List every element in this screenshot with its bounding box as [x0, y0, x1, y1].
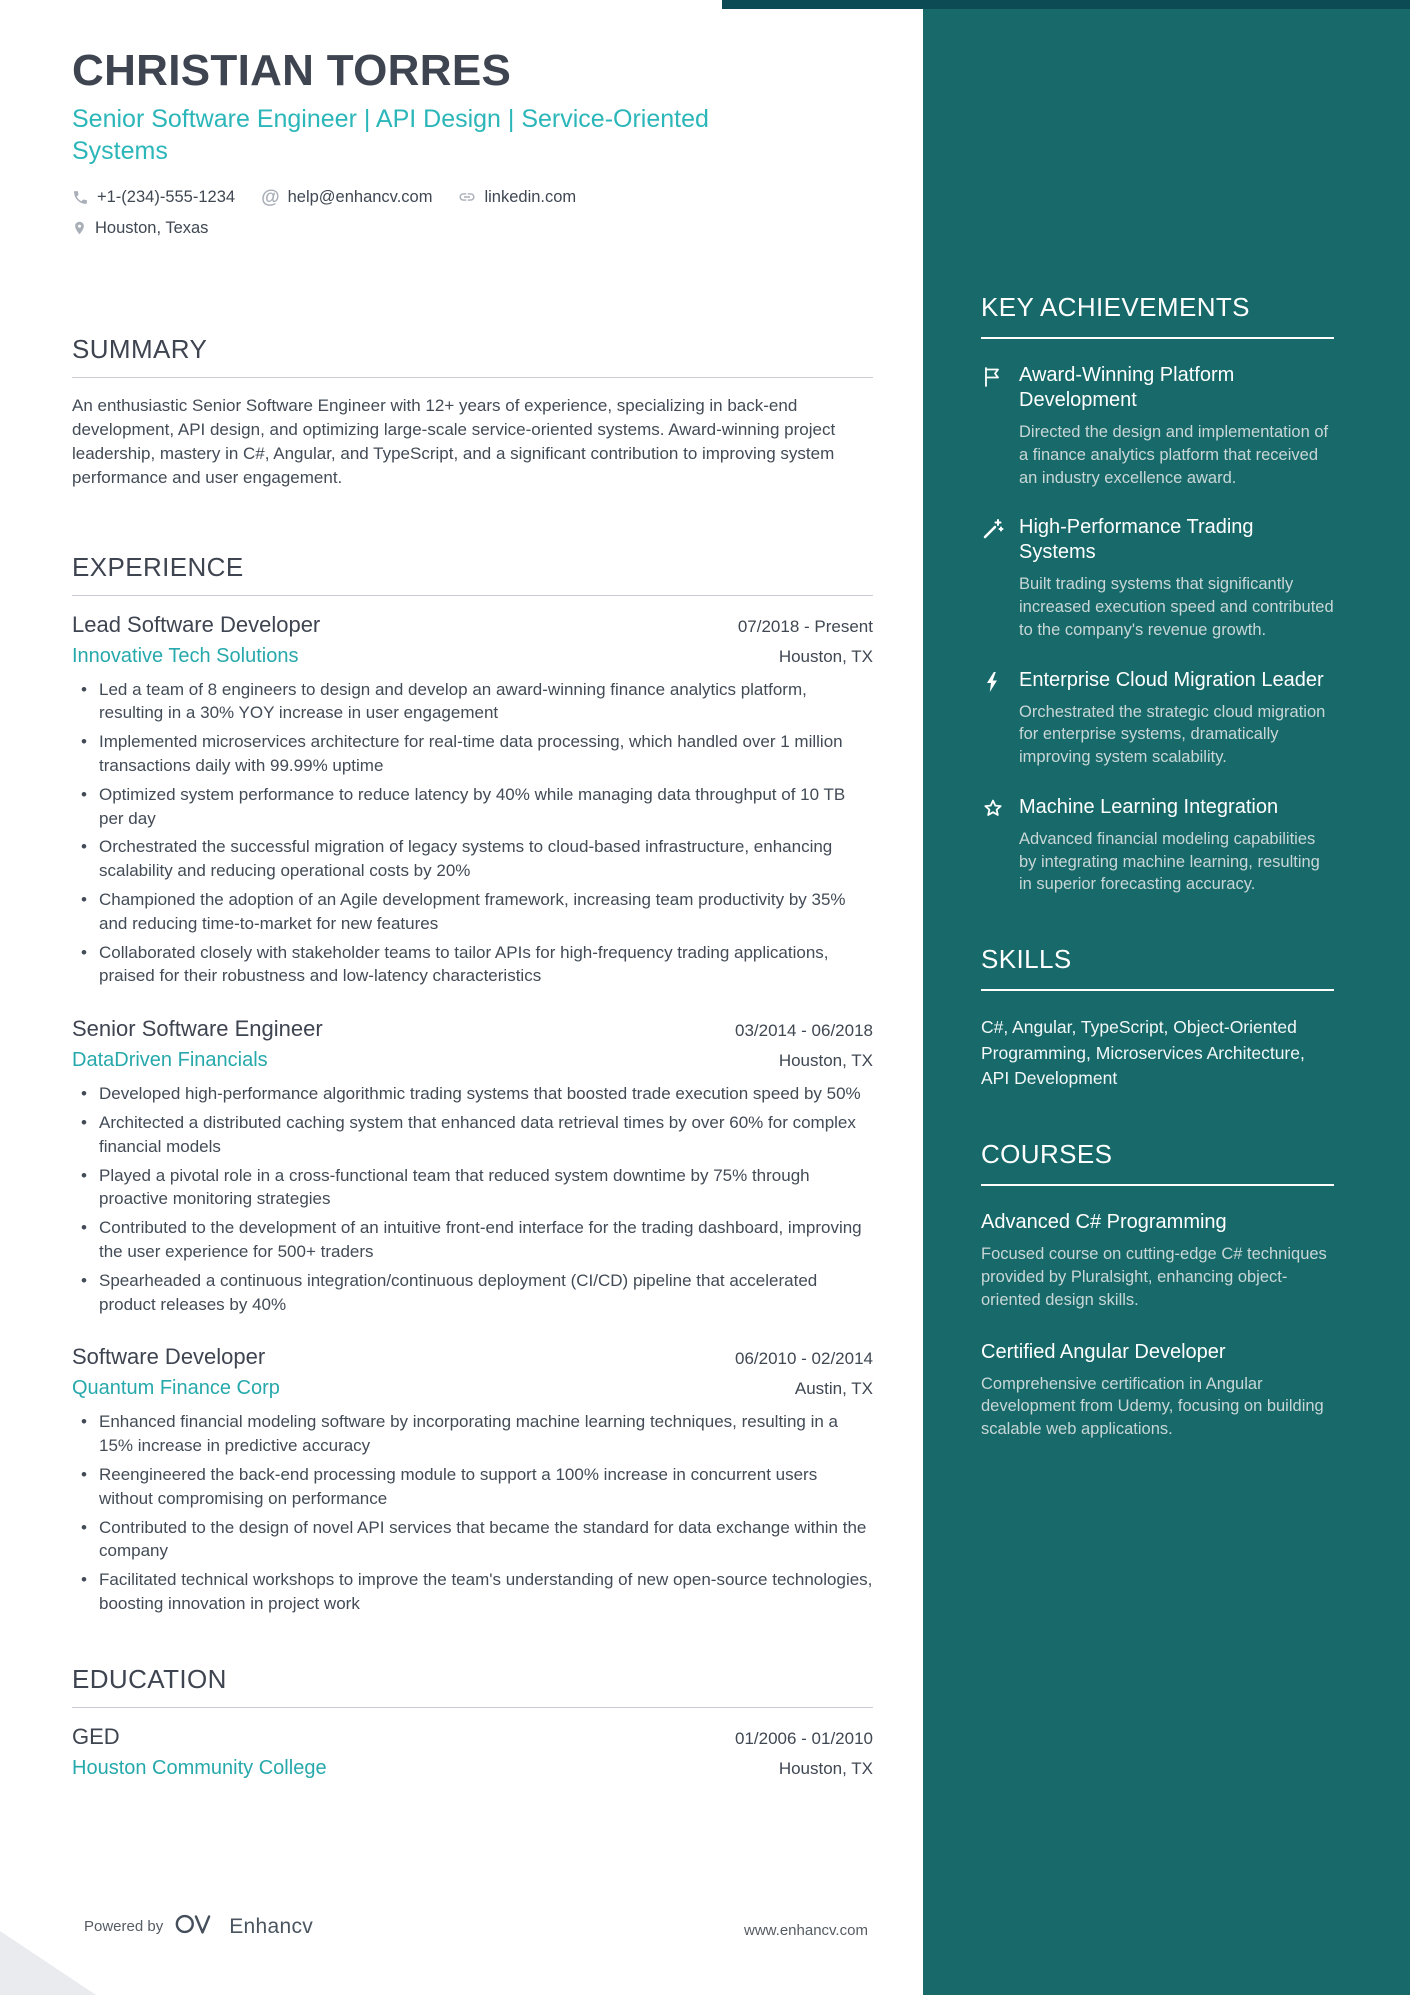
link-icon [458, 188, 476, 206]
lightning-bolt-icon [981, 670, 1005, 769]
achievement-item [981, 363, 1334, 489]
achievement-title: Machine Learning Integration [1019, 795, 1279, 818]
job-bullets [72, 1082, 873, 1316]
course-item [981, 1340, 1334, 1441]
bullet-item: • Facilitated technical workshops to improve the team's understanding of new open-source technologies, boosting innovation in project work [72, 1568, 873, 1616]
achievement-item [981, 515, 1334, 641]
achievement-description: Built trading systems that significantly increased execution speed and contributed to the company's revenue growth. [1019, 575, 1334, 639]
candidate-headline: Senior Software Engineer | API Design | Service-Oriented Systems [72, 104, 709, 166]
courses-section [981, 1139, 1334, 1441]
flag-icon [981, 365, 1005, 489]
top-accent-bar [722, 0, 1410, 9]
achievement-item [981, 795, 1334, 896]
bullet-item: • Led a team of 8 engineers to design and develop an award-winning finance analytics platform, resulting in a 30% YOY increase in user engagement [72, 678, 873, 726]
bullet-item: • Collaborated closely with stakeholder teams to tailor APIs for high-frequency trading applications, praised for their robustness and low-latency characteristics [72, 941, 873, 989]
sidebar [923, 0, 1410, 1995]
degree: GED [72, 1723, 120, 1749]
summary-section [72, 334, 873, 490]
job-company-row [72, 1377, 873, 1400]
experience-section [72, 552, 873, 1616]
bullet-item: • Implemented microservices architecture for real-time data processing, which handled over 1 million transactions daily with 99.99% uptime [72, 730, 873, 778]
job-company-row [72, 1049, 873, 1072]
contact-phone[interactable] [72, 184, 235, 211]
job-location: Houston, TX [778, 646, 873, 666]
skills-heading: SKILLS [981, 944, 1334, 991]
bullet-item: • Enhanced financial modeling software by incorporating machine learning techniques, resulting in a 15% increase in predictive accuracy [72, 1410, 873, 1458]
job-title: Senior Software Engineer [72, 1016, 323, 1042]
job-entry [72, 1016, 873, 1316]
course-title: Certified Angular Developer [981, 1340, 1226, 1363]
phone-number: +1-(234)-555-1234 [97, 187, 236, 206]
footer-website: www.enhancv.com [744, 1922, 868, 1939]
achievement-content [1019, 515, 1334, 641]
contact-link[interactable] [458, 184, 576, 211]
achievement-item [981, 668, 1334, 769]
powered-by [84, 1910, 313, 1943]
achievement-content [1019, 363, 1334, 489]
achievement-title: High-Performance Trading Systems [1019, 516, 1254, 564]
contact-location [72, 215, 208, 242]
summary-heading: SUMMARY [72, 334, 873, 378]
bullet-item: • Contributed to the development of an intuitive front-end interface for the trading dashboard, improving the user experience for 500+ traders [72, 1216, 873, 1264]
achievement-title: Enterprise Cloud Migration Leader [1019, 668, 1324, 691]
job-title-row [72, 1344, 873, 1370]
magic-wand-icon [981, 517, 1005, 641]
job-title-row [72, 1016, 873, 1042]
contact-email[interactable] [261, 184, 432, 211]
achievement-title: Award-Winning Platform Development [1019, 364, 1235, 411]
phone-icon [72, 189, 89, 206]
job-dates: 07/2018 - Present [737, 616, 873, 636]
course-title: Advanced C# Programming [981, 1211, 1227, 1234]
candidate-name: CHRISTIAN TORRES [72, 46, 512, 95]
job-entry [72, 1344, 873, 1615]
education-location: Houston, TX [778, 1758, 873, 1778]
key-achievements-section [981, 292, 1334, 896]
location-text: Houston, Texas [95, 218, 209, 237]
education-heading: EDUCATION [72, 1664, 873, 1708]
header [72, 46, 873, 242]
achievement-description: Directed the design and implementation of a finance analytics platform that received an industry excellence award. [1019, 423, 1329, 487]
job-entry [72, 612, 873, 989]
job-title-row [72, 612, 873, 638]
at-icon: @ [261, 186, 280, 208]
education-dates: 01/2006 - 01/2010 [734, 1728, 873, 1748]
bullet-item: • Contributed to the design of novel API services that became the standard for data exchange within the company [72, 1516, 873, 1564]
experience-heading: EXPERIENCE [72, 552, 873, 596]
company-name: Quantum Finance Corp [72, 1377, 280, 1400]
job-title: Lead Software Developer [72, 611, 321, 637]
skills-list: C#, Angular, TypeScript, Object-Oriented Programming, Microservices Architecture, API Development [981, 1017, 1305, 1088]
achievement-description: Orchestrated the strategic cloud migration for enterprise systems, dramatically improving system scalability. [1019, 702, 1326, 767]
company-name: DataDriven Financials [72, 1049, 268, 1072]
star-icon [981, 797, 1005, 896]
bullet-item: • Reengineered the back-end processing module to support a 100% increase in concurrent users without compromising on performance [72, 1463, 873, 1511]
education-school-row [72, 1757, 873, 1780]
bullet-item: • Developed high-performance algorithmic trading systems that boosted trade execution speed by 50% [72, 1082, 873, 1106]
job-company-row [72, 645, 873, 668]
email-address: help@enhancv.com [287, 187, 433, 206]
education-degree-row [72, 1724, 873, 1750]
bullet-item: • Orchestrated the successful migration of legacy systems to cloud-based infrastructure, enhancing scalability and reducing operational costs by 20% [72, 835, 873, 883]
contact-info [72, 184, 712, 242]
course-description: Comprehensive certification in Angular development from Udemy, focusing on building scalable web applications. [981, 1374, 1324, 1439]
bullet-item: • Architected a distributed caching system that enhanced data retrieval times by over 60% for complex financial models [72, 1111, 873, 1159]
link-text: linkedin.com [484, 187, 577, 206]
summary-text: An enthusiastic Senior Software Engineer with 12+ years of experience, specializing in back-end development, API design, and optimizing large-scale service-oriented systems. Award-winning project leadership, mastery in C#, Angular, and TypeScript, and a significant contribution to improving system performance and user engagement. [72, 395, 836, 487]
location-pin-icon [72, 219, 87, 237]
job-location: Houston, TX [778, 1051, 873, 1071]
job-dates: 03/2014 - 06/2018 [734, 1021, 873, 1041]
job-title: Software Developer [72, 1344, 266, 1370]
job-bullets [72, 678, 873, 989]
enhancv-logo-icon [174, 1910, 218, 1943]
brand-name: Enhancv [229, 1914, 314, 1938]
job-bullets [72, 1410, 873, 1615]
achievement-content [1019, 668, 1334, 769]
achievement-content [1019, 795, 1334, 896]
skills-section [981, 944, 1334, 1091]
education-section [72, 1664, 873, 1780]
key-achievements-heading: KEY ACHIEVEMENTS [981, 292, 1334, 339]
job-dates: 06/2010 - 02/2014 [734, 1349, 873, 1369]
job-location: Austin, TX [794, 1379, 873, 1399]
course-item [981, 1210, 1334, 1311]
course-description: Focused course on cutting-edge C# techniques provided by Pluralsight, enhancing object-oriented design skills. [981, 1245, 1327, 1309]
bullet-item: • Played a pivotal role in a cross-functional team that reduced system downtime by 75% through proactive monitoring strategies [72, 1164, 873, 1212]
powered-by-label: Powered by [84, 1918, 164, 1935]
company-name: Innovative Tech Solutions [72, 644, 299, 667]
school-name: Houston Community College [72, 1756, 327, 1779]
achievement-description: Advanced financial modeling capabilities by integrating machine learning, resulting in superior forecasting accuracy. [1019, 829, 1320, 894]
courses-heading: COURSES [981, 1139, 1334, 1186]
bullet-item: • Championed the adoption of an Agile development framework, increasing team productivity by 35% and reducing time-to-market for new features [72, 888, 873, 936]
bullet-item: • Optimized system performance to reduce latency by 40% while managing data throughput of 10 TB per day [72, 783, 873, 831]
corner-decoration [0, 1931, 96, 1995]
bullet-item: • Spearheaded a continuous integration/continuous deployment (CI/CD) pipeline that accelerated product releases by 40% [72, 1269, 873, 1317]
